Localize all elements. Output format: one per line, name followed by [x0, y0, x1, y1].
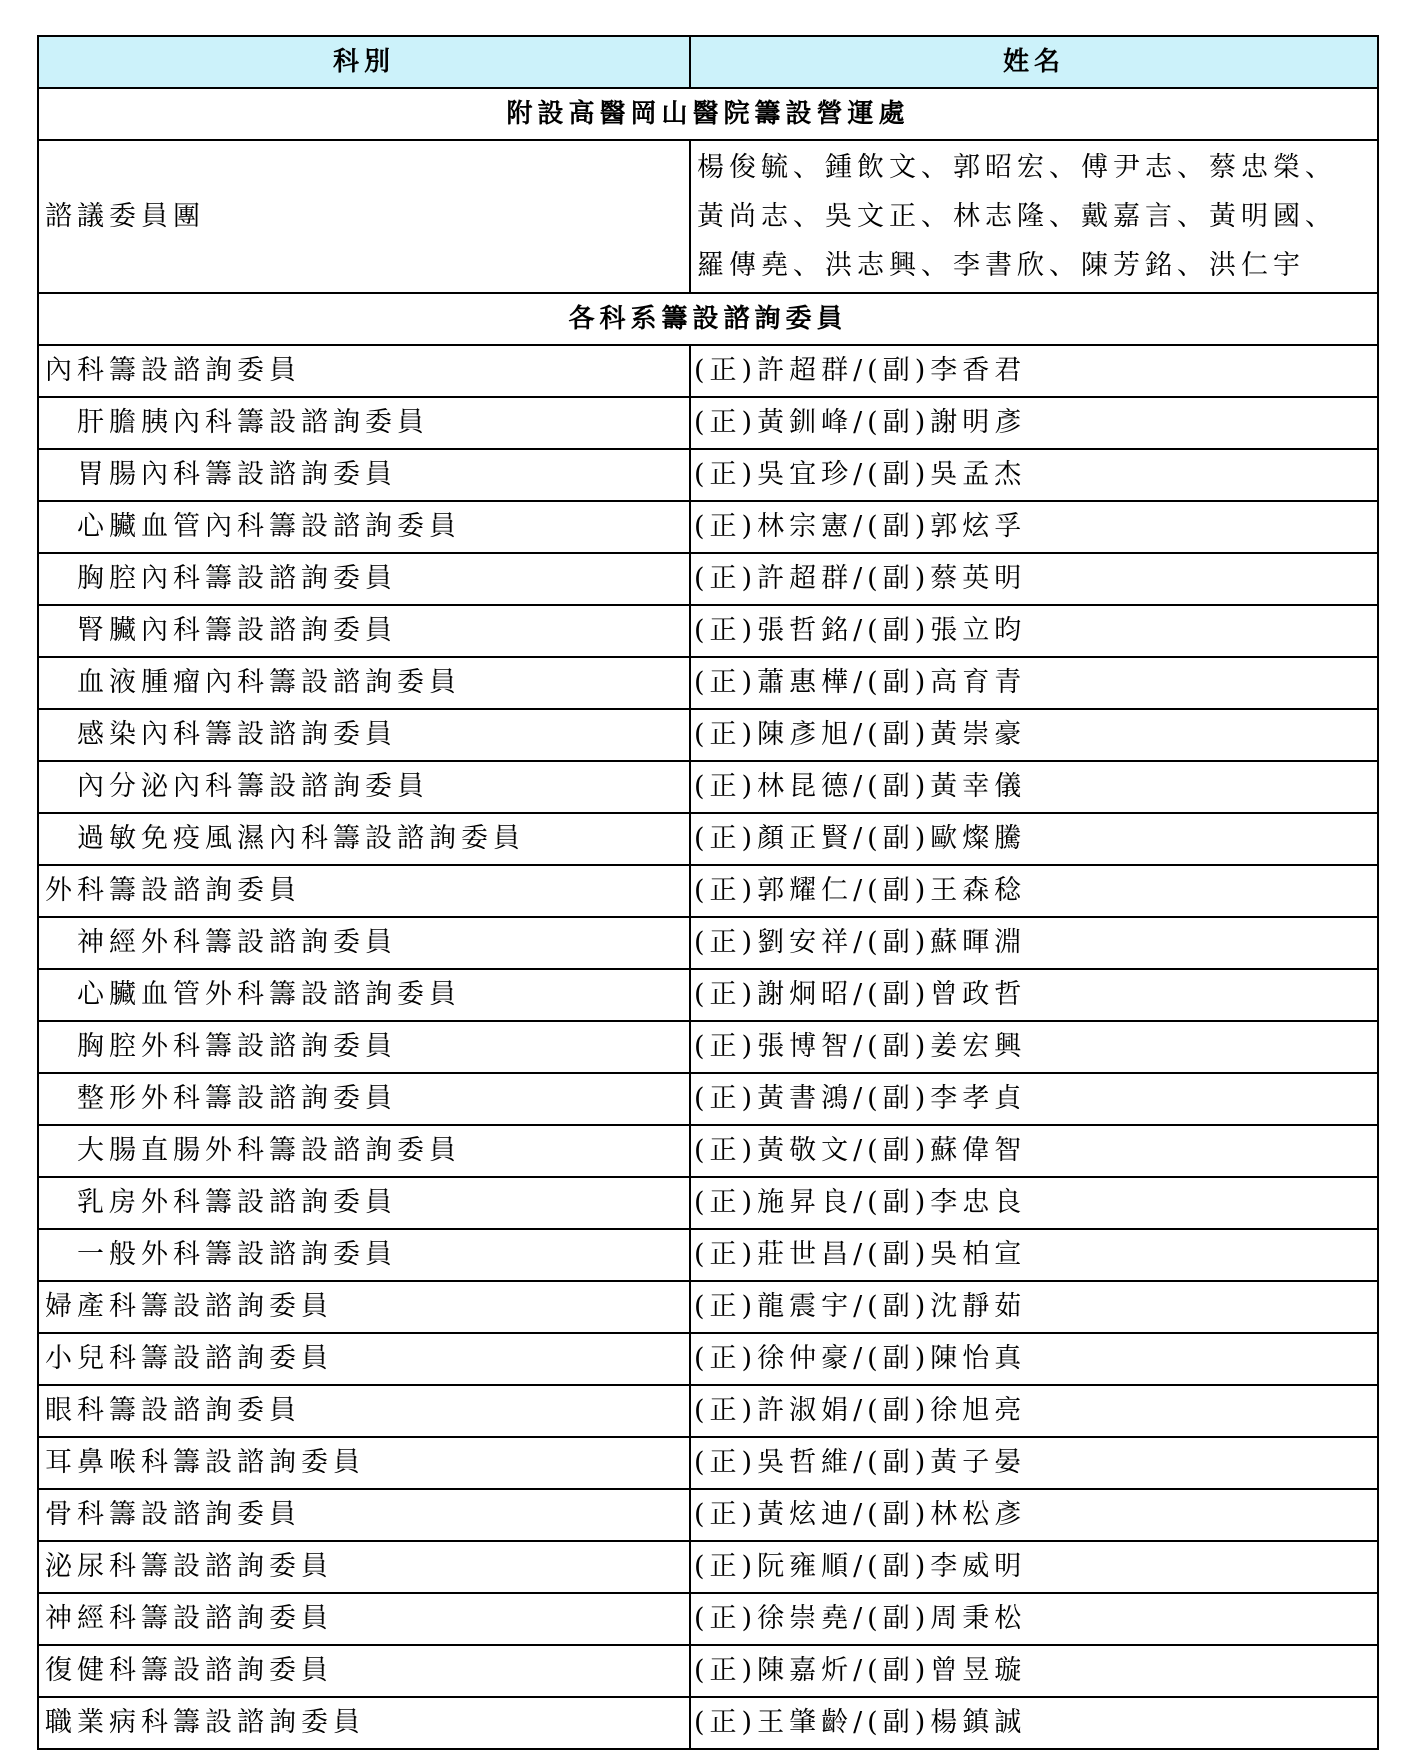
names-cell: (正)許超群/(副)李香君 — [690, 345, 1378, 397]
names-cell: (正)謝炯昭/(副)曾政哲 — [690, 969, 1378, 1021]
table-row — [38, 1125, 1378, 1177]
table-row — [38, 345, 1378, 397]
table-row — [38, 1385, 1378, 1437]
table-row — [38, 709, 1378, 761]
table-row — [38, 813, 1378, 865]
table-row — [38, 553, 1378, 605]
committee-document — [37, 35, 1377, 1750]
table-row — [38, 865, 1378, 917]
names-cell: (正)吳宜珍/(副)吳孟杰 — [690, 449, 1378, 501]
department-cell: 大腸直腸外科籌設諮詢委員 — [38, 1125, 690, 1177]
advisory-names-line: 楊俊毓、鍾飲文、郭昭宏、傅尹志、蔡忠榮、 — [697, 152, 1337, 183]
names-cell: (正)許超群/(副)蔡英明 — [690, 553, 1378, 605]
table-row — [38, 1281, 1378, 1333]
department-cell: 神經科籌設諮詢委員 — [38, 1593, 690, 1645]
names-cell: (正)郭耀仁/(副)王森稔 — [690, 865, 1378, 917]
names-cell: (正)黃書鴻/(副)李孝貞 — [690, 1073, 1378, 1125]
names-cell: (正)徐崇堯/(副)周秉松 — [690, 1593, 1378, 1645]
table-row — [38, 605, 1378, 657]
section-title: 附設高醫岡山醫院籌設營運處 — [38, 88, 1378, 140]
table-row — [38, 1333, 1378, 1385]
department-cell: 腎臟內科籌設諮詢委員 — [38, 605, 690, 657]
names-cell: (正)黃敬文/(副)蘇偉智 — [690, 1125, 1378, 1177]
table-body — [38, 88, 1378, 1749]
committee-table — [37, 35, 1379, 1750]
table-row — [38, 1697, 1378, 1749]
department-cell: 泌尿科籌設諮詢委員 — [38, 1541, 690, 1593]
names-cell: (正)林宗憲/(副)郭炫孚 — [690, 501, 1378, 553]
header-row — [38, 36, 1378, 88]
department-cell: 感染內科籌設諮詢委員 — [38, 709, 690, 761]
names-cell: (正)莊世昌/(副)吳柏宣 — [690, 1229, 1378, 1281]
names-cell: (正)施昇良/(副)李忠良 — [690, 1177, 1378, 1229]
table-row — [38, 917, 1378, 969]
department-cell: 神經外科籌設諮詢委員 — [38, 917, 690, 969]
names-cell: (正)吳哲維/(副)黃子晏 — [690, 1437, 1378, 1489]
names-cell: (正)張博智/(副)姜宏興 — [690, 1021, 1378, 1073]
department-cell: 心臟血管外科籌設諮詢委員 — [38, 969, 690, 1021]
names-cell: (正)劉安祥/(副)蘇暉淵 — [690, 917, 1378, 969]
table-row — [38, 449, 1378, 501]
table-row — [38, 1593, 1378, 1645]
names-cell: (正)顏正賢/(副)歐燦騰 — [690, 813, 1378, 865]
section-title-row — [38, 88, 1378, 140]
department-cell: 內科籌設諮詢委員 — [38, 345, 690, 397]
table-row — [38, 397, 1378, 449]
department-cell: 婦產科籌設諮詢委員 — [38, 1281, 690, 1333]
department-cell: 過敏免疫風濕內科籌設諮詢委員 — [38, 813, 690, 865]
department-cell: 眼科籌設諮詢委員 — [38, 1385, 690, 1437]
table-row — [38, 501, 1378, 553]
names-cell: (正)陳彥旭/(副)黃崇豪 — [690, 709, 1378, 761]
names-cell: (正)龍震宇/(副)沈靜茹 — [690, 1281, 1378, 1333]
department-cell: 外科籌設諮詢委員 — [38, 865, 690, 917]
department-cell: 復健科籌設諮詢委員 — [38, 1645, 690, 1697]
section-title-row — [38, 293, 1378, 345]
department-cell: 內分泌內科籌設諮詢委員 — [38, 761, 690, 813]
names-cell: (正)林昆德/(副)黃幸儀 — [690, 761, 1378, 813]
department-cell: 血液腫瘤內科籌設諮詢委員 — [38, 657, 690, 709]
names-cell: (正)張哲銘/(副)張立昀 — [690, 605, 1378, 657]
names-cell: (正)阮雍順/(副)李威明 — [690, 1541, 1378, 1593]
header-names: 姓名 — [690, 36, 1378, 88]
table-row — [38, 1541, 1378, 1593]
department-cell: 一般外科籌設諮詢委員 — [38, 1229, 690, 1281]
names-cell: (正)黃釧峰/(副)謝明彥 — [690, 397, 1378, 449]
table-row — [38, 1489, 1378, 1541]
advisory-names-line: 羅傳堯、洪志興、李書欣、陳芳銘、洪仁宇 — [697, 250, 1305, 281]
names-cell: (正)蕭惠樺/(副)高育青 — [690, 657, 1378, 709]
table-row — [38, 1073, 1378, 1125]
names-cell: (正)徐仲豪/(副)陳怡真 — [690, 1333, 1378, 1385]
names-cell: (正)陳嘉炘/(副)曾昱璇 — [690, 1645, 1378, 1697]
table-row — [38, 1229, 1378, 1281]
department-cell: 小兒科籌設諮詢委員 — [38, 1333, 690, 1385]
names-cell: (正)許淑娟/(副)徐旭亮 — [690, 1385, 1378, 1437]
department-cell: 肝膽胰內科籌設諮詢委員 — [38, 397, 690, 449]
header-department: 科別 — [38, 36, 690, 88]
department-cell: 胸腔內科籌設諮詢委員 — [38, 553, 690, 605]
department-cell: 胸腔外科籌設諮詢委員 — [38, 1021, 690, 1073]
department-cell: 耳鼻喉科籌設諮詢委員 — [38, 1437, 690, 1489]
names-cell: (正)黃炫迪/(副)林松彥 — [690, 1489, 1378, 1541]
table-row — [38, 1021, 1378, 1073]
table-row — [38, 1437, 1378, 1489]
table-row — [38, 761, 1378, 813]
table-row — [38, 657, 1378, 709]
department-cell: 乳房外科籌設諮詢委員 — [38, 1177, 690, 1229]
table-row — [38, 969, 1378, 1021]
table-row — [38, 1645, 1378, 1697]
table-row — [38, 1177, 1378, 1229]
advisory-names-line: 黃尚志、吳文正、林志隆、戴嘉言、黃明國、 — [697, 201, 1337, 232]
names-cell: (正)王肇齡/(副)楊鎮誠 — [690, 1697, 1378, 1749]
department-cell: 骨科籌設諮詢委員 — [38, 1489, 690, 1541]
department-cell: 心臟血管內科籌設諮詢委員 — [38, 501, 690, 553]
advisory-row — [38, 140, 1378, 293]
department-cell: 職業病科籌設諮詢委員 — [38, 1697, 690, 1749]
department-cell: 整形外科籌設諮詢委員 — [38, 1073, 690, 1125]
department-cell: 胃腸內科籌設諮詢委員 — [38, 449, 690, 501]
advisory-label: 諮議委員團 — [38, 140, 690, 293]
advisory-names — [690, 140, 1378, 293]
section-title: 各科系籌設諮詢委員 — [38, 293, 1378, 345]
